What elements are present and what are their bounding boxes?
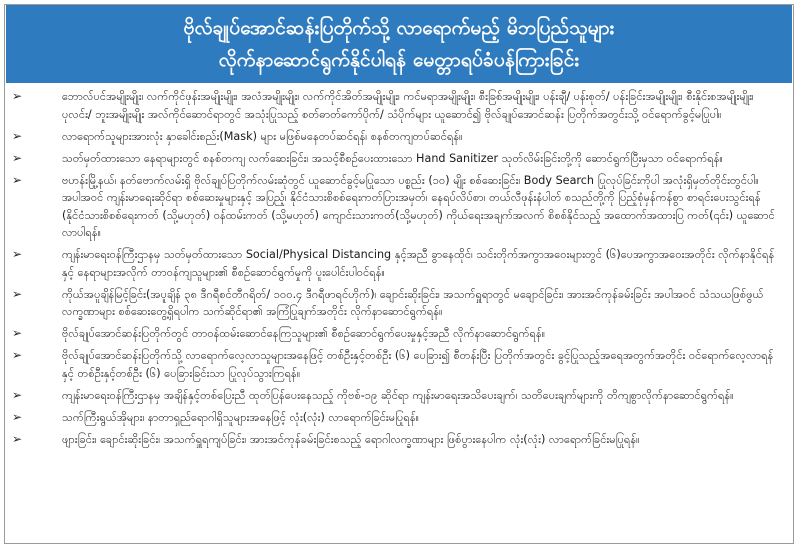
guideline-text: ဘောလ်ပင်အမျိုးမျိုး၊ လက်ကိုင်ဖုန်းအမျိုးမျိုး၊ အလံအမျိုးမျိုး၊ လက်ကိုင်အိတ်အမျိုးမျိုး၊ ကင်မရာအမျိုးမျိုး၊ စီးခြစ်အမျိုးမျိုး၊ ပန်းချီ/ ပန်းစုတ်/ ပန်းခြင်းအမျိုးမျိုး၊ စီးနိုင်းစအမျိုးမျိုး၊ ပုလင်း/ ဘူးအမျိုးမျိုး အလ်ကိုင်ဆောင်ရာတွင် အသုံးပြုသည့် စတ်ဓာတ်ကော်ပိုက်/ သံပိုက်များ ယူဆောင်၍ ဗိုလ်ချုပ်အောင်ဆန်း ပြတိုက်အတွင်းသို့ ဝင်ရောက်ခွင့်မပြုပါ။ bbox=[62, 90, 754, 121]
guideline-text: ဗိုလ်ချုပ်အောင်ဆန်းပြတိုက်သို့ လာရောက်လေ့လာသူများအနေဖြင့် တစ်ဦးနှင့်တစ်ဦး (၆) ပေခြား၍ စီတန်းပြီး ပြတိုက်အတွင်း ခွင့်ပြုသည့်အရေအတွက်အတိုင်း ဝင်ရောက်လေ့လာရန်နှင့် တစ်ဦးနှင့်တစ်ဦး (၆) ပေခြားခြင်းသာ ပြုလုပ်သွားကြရန်။ bbox=[62, 349, 774, 380]
list-item bbox=[6, 150, 790, 168]
notice-banner bbox=[6, 5, 792, 83]
list-item bbox=[6, 325, 790, 343]
arrow-bullet-icon: ➢ bbox=[12, 348, 23, 362]
list-item bbox=[6, 286, 790, 321]
guideline-list bbox=[6, 88, 790, 453]
arrow-bullet-icon: ➢ bbox=[12, 150, 23, 165]
list-item bbox=[6, 88, 790, 123]
arrow-bullet-icon: ➢ bbox=[12, 409, 23, 424]
guideline-text: သတ်မှတ်ထားသော နေရာများတွင် စနစ်တကျ လက်ဆေးခြင်း၊ အသင့်စီစဉ်ပေးထားသော Hand Sanitizer သုတ်လိမ်းခြင်းတို့ကို ဆောင်ရွက်ပြီးမှသာ ဝင်ရောက်ရန်။ bbox=[62, 151, 723, 165]
list-item bbox=[6, 128, 790, 146]
guideline-text: ကျန်းမာရေးဝန်ကြီးဌာနမှ အချိန်နှင့်တစ်ပြေးညီ ထုတ်ပြန်ပေးနေသည့် ကိုဗစ်-၁၉ ဆိုင်ရာ ကျန်းမာရေးအသိပေးချက်၊ သတိပေးချက်များကို တိကျစွာလိုက်နာဆောင်ရွက်ရန်။ bbox=[62, 388, 734, 402]
list-item bbox=[6, 431, 790, 449]
guideline-text: ဗဟန်းမြို့နယ်၊ နတ်ဗောက်လမ်းရှိ ဗိုလ်ချုပ်ပြတိုက်လမ်းဆုံတွင် ယူဆောင်ခွင့်မပြုသော ပစ္စည်း (၁၀) မျိုး စစ်ဆေးခြင်း၊ Body Search ပြုလုပ်ခြင်းကိုပါ အလုံးရှိမှတ်တိုင်းတွင်ပါ။ အပါအဝင် ကျန်းမာရေးဆိုင်ရာ စစ်ဆေးမှုများနှင့် အပြည့်၊ နိုင်ငံသားစိစစ်ရေးကတ်ပြားအမှတ်၊ နေရပ်လိပ်စာ၊ တယ်လီဖုန်းနံပါတ် စသည်တို့ကို ပြည့်စုံမှန်ကန်စွာ စာရင်းပေးသွင်းရန် (နိုင်ငံသားစိစစ်ရေးကတ် (သို့မဟုတ်) ဝန်ထမ်းကတ် (သို့မဟုတ်) ကျောင်းသားကတ်(သို့မဟုတ်) ကိုယ်ရေးအချက်အလက် စိစစ်နိုင်သည့် အထောက်အထားပြ ကတ်(၎င်း) ယူဆောင်လာပါရန်။ bbox=[62, 173, 775, 239]
list-item bbox=[6, 172, 790, 242]
list-item bbox=[6, 409, 790, 427]
guideline-text: ဖျားခြင်း၊ ချောင်းဆိုးခြင်း၊ အသက်ရှူရကျပ်ခြင်း၊ အားအင်ကုန်ခမ်းခြင်းစသည့် ရောဂါလက္ခဏာများ ဖြစ်ပွားနေပါက လုံး(လုံး) လာရောက်ခြင်းမပြုရန်။ bbox=[62, 432, 640, 446]
arrow-bullet-icon: ➢ bbox=[12, 247, 23, 261]
arrow-bullet-icon: ➢ bbox=[12, 89, 23, 103]
arrow-bullet-icon: ➢ bbox=[12, 286, 23, 301]
guideline-text: ကျန်းမာရေးဝန်ကြီးဌာနမှ သတ်မှတ်ထားသော Social/Physical Distancing နှင့်အညီ ခွာနေထိုင်၊ သင်းတိုက်အကွာအဝေးများတွင် (၆)ပေအကွာအဝေးအတိုင်း လိုက်နာနိုင်ရန်နှင့် နေရာများအလိုက် တာဝန်ကျသူများ၏ စီစဉ်ဆောင်ရွက်မှုကို ပူးပေါင်းပါဝင်ရန်။ bbox=[62, 248, 775, 279]
arrow-bullet-icon: ➢ bbox=[12, 431, 23, 446]
guideline-text: လာရောက်သူများအားလုံး နှာခေါင်းစည်း(Mask) များ မဖြစ်မနေတပ်ဆင်ရန်၊ စနစ်တကျတပ်ဆင်ရန်။ bbox=[62, 129, 463, 143]
arrow-bullet-icon: ➢ bbox=[12, 326, 23, 340]
arrow-bullet-icon: ➢ bbox=[12, 387, 23, 402]
list-item bbox=[6, 347, 790, 382]
guideline-text: သက်ကြီးရွယ်အိုများ၊ နာတာရှည်ရောဂါရှိသူများအနေဖြင့် လုံး(လုံး) လာရောက်ခြင်းမပြုရန်။ bbox=[62, 410, 420, 424]
banner-title-line-1: ဗိုလ်ချုပ်အောင်ဆန်းပြတိုက်သို့ လာရောက်မည့် မိဘပြည်သူများ bbox=[183, 17, 615, 39]
guideline-text: ကိုယ်အပူချိန်မြင့်ခြင်း(အပူချိန် ၃၈ ဒီဂရီစင်တီဂရိတ်/ ၁၀၀.၄ ဒီဂရီဖာရင်ဟိုက်)၊ ချောင်းဆိုးခြင်း၊ အသက်ရှူရာတွင် မချောင်ခြင်း၊ အားအင်ကုန်ခမ်းခြင်း အပါအဝင် သံသယဖြစ်ဖွယ်လက္ခဏာများ စစ်ဆေးတွေ့ရှိရပါက သက်ဆိုင်ရာ၏ အကြံပြုချက်အတိုင်း လိုက်နာဆောင်ရွက်ရန်။ bbox=[62, 287, 764, 318]
list-item bbox=[6, 387, 790, 405]
guideline-text: ဗိုလ်ချုပ်အောင်ဆန်းပြတိုက်တွင် တာဝန်ထမ်းဆောင်နေကြသူများ၏ စီစဉ်ဆောင်ရွက်ပေးမှုနှင့်အညီ လိုက်နာဆောင်ရွက်ရန်။ bbox=[62, 327, 546, 340]
arrow-bullet-icon: ➢ bbox=[12, 172, 23, 187]
banner-title-line-2: လိုက်နာဆောင်ရွက်နိုင်ပါရန် မေတ္တာရပ်ခံပန်ကြားခြင်း bbox=[218, 49, 580, 71]
list-item bbox=[6, 246, 790, 281]
arrow-bullet-icon: ➢ bbox=[12, 128, 23, 143]
